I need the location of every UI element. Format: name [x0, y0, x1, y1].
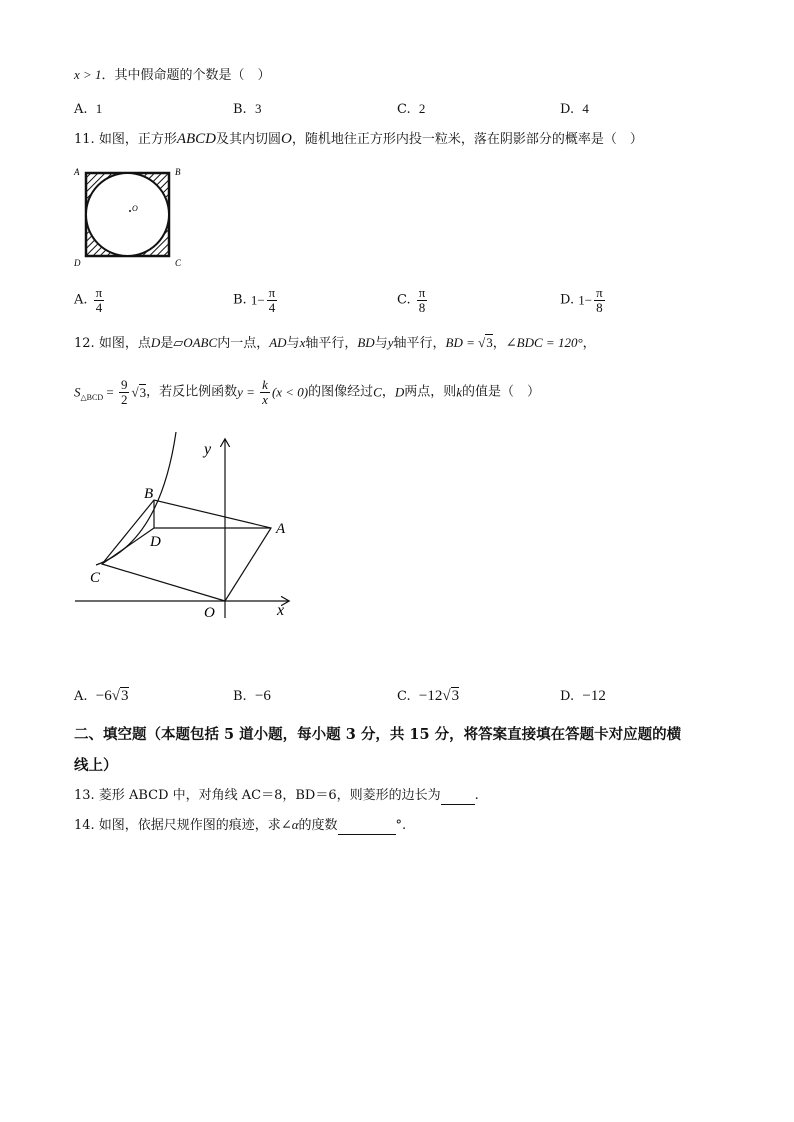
q10-option-a[interactable]: [74, 101, 102, 118]
option-label: C.: [397, 689, 411, 704]
function-lhs: y =: [237, 384, 259, 400]
segment-ad: AD: [269, 335, 287, 350]
q10-option-c[interactable]: [397, 101, 425, 118]
label-b: B: [175, 167, 181, 177]
option-coefficient: −6: [254, 688, 271, 704]
label-d: D: [74, 258, 81, 268]
label-a: A: [276, 521, 286, 537]
option-label: B.: [233, 292, 247, 308]
function-denominator: x: [262, 392, 268, 407]
option-coefficient: −12: [582, 688, 606, 704]
option-label: A.: [74, 102, 88, 117]
option-label: C.: [397, 102, 411, 117]
stem-text: ，: [492, 336, 506, 351]
label-d: D: [150, 534, 161, 550]
q10-question-text: ．其中假命题的个数是（ ）: [101, 68, 271, 83]
inscribed-circle: [86, 173, 169, 256]
section2-heading-line1: 二、填空题（本题包括 5 道小题，每小题 3 分，共 15 分，将答案直接填在答题卡对应题的横: [74, 726, 682, 743]
section2-heading-line2: 线上）: [74, 757, 118, 774]
q12-option-c[interactable]: C. −12√3: [397, 688, 460, 704]
option-radicand: 3: [451, 688, 460, 704]
option-prefix: 1−: [250, 292, 265, 308]
point-d: D: [394, 384, 405, 400]
q13-text: 13. 菱形 ABCD 中，对角线 AC＝8，BD＝6，则菱形的边长为: [74, 788, 441, 803]
option-prefix: 1−: [578, 292, 593, 308]
option-radicand: 3: [121, 688, 129, 704]
option-label: A.: [74, 689, 88, 704]
stem-text: 轴平行，: [393, 336, 446, 351]
stem-text: ，随机地往正方形内投一粒米，落在阴影部分的概率是（ ）: [291, 132, 643, 147]
stem-text: 及其内切圆: [216, 132, 282, 147]
q13-answer-blank[interactable]: [441, 788, 475, 805]
area-denominator: 2: [120, 392, 128, 407]
option-label: A.: [74, 292, 88, 308]
q13-end: .: [474, 788, 479, 803]
function-domain: (x < 0): [271, 384, 309, 400]
option-label: D.: [560, 292, 575, 308]
q10-option-d[interactable]: [560, 101, 589, 118]
option-numerator: π: [418, 285, 426, 300]
label-o: O: [204, 605, 215, 621]
center-point: [129, 210, 131, 212]
circle-name: O: [281, 131, 292, 147]
q11-option-c[interactable]: [397, 286, 429, 315]
q13: [74, 788, 479, 805]
axis-x: x: [299, 335, 306, 350]
option-label: C.: [397, 292, 411, 308]
option-denominator: 8: [594, 300, 605, 315]
stem-text: 内一点，: [217, 336, 270, 351]
point-d: D: [150, 335, 161, 350]
label-o: O: [132, 204, 138, 213]
q12-figure: [70, 432, 310, 627]
radicand: 3: [139, 384, 147, 400]
angle-alpha: ∠α: [280, 817, 299, 832]
option-label: B.: [233, 689, 247, 704]
function-numerator: k: [262, 377, 268, 392]
stem-text: 的值是（ ）: [462, 384, 541, 400]
q10-option-b[interactable]: [233, 101, 261, 118]
q11-option-d[interactable]: [560, 286, 607, 315]
q12-stem-line1: 12. 如图，点D是▱OABC内一点，AD与x轴平行，BD与y轴平行，BD = √3，∠BDC = 120°，: [74, 335, 596, 351]
equals: =: [103, 384, 117, 400]
option-coefficient: −6: [95, 688, 112, 704]
label-y: y: [204, 441, 212, 458]
stem-text: ，: [582, 336, 596, 351]
option-label: B.: [233, 102, 247, 117]
option-value: 1: [95, 101, 103, 116]
q14-answer-blank[interactable]: [338, 818, 396, 835]
stem-text: 的图像经过: [308, 384, 374, 400]
q12-option-d[interactable]: [560, 688, 606, 705]
constant-k: k: [456, 384, 463, 400]
q11-option-a[interactable]: [74, 286, 106, 315]
option-value: 3: [254, 101, 262, 116]
q10-stem-tail: [74, 67, 271, 84]
label-b: B: [144, 486, 154, 502]
q10-condition: x > 1: [74, 67, 102, 82]
q12-option-a[interactable]: A. −6√3: [74, 688, 129, 704]
option-denominator: 4: [267, 300, 278, 315]
label-c: C: [175, 258, 182, 268]
square-name: ABCD: [176, 131, 216, 147]
axis-y: y: [387, 335, 394, 350]
stem-text: 是: [160, 336, 174, 351]
hyperbola: [96, 432, 176, 565]
stem-text: ，若反比例函数: [146, 384, 238, 400]
stem-text: 轴平行，: [305, 336, 358, 351]
q12-stem-line2: $S_{\triangle BCD}$ = $\frac{9}{2}$ √3，若反比例函数y = $\frac{k}{x}$ (x < 0)的图像经过C，D两点，则k的值是（ ）: [74, 377, 541, 407]
q11-figure: [70, 165, 190, 270]
parallelogram-oabc: [102, 500, 271, 601]
stem-text: ，: [381, 384, 395, 400]
option-value: 4: [582, 101, 589, 116]
q12-option-b[interactable]: [233, 688, 271, 705]
option-numerator: π: [596, 285, 603, 300]
option-label: D.: [560, 102, 575, 117]
q11-stem: [74, 131, 643, 148]
area-subscript: △BCD: [80, 393, 104, 402]
q14-text: 的度数: [298, 818, 338, 833]
stem-text: 如图，点: [98, 336, 151, 351]
stem-text: 如图，正方形: [98, 132, 177, 147]
option-label: D.: [560, 689, 575, 704]
stem-text: 与: [286, 336, 300, 351]
radicand: 3: [486, 335, 493, 350]
option-denominator: 8: [417, 300, 428, 315]
stem-text: 两点，则: [404, 384, 457, 400]
area-symbol: S: [74, 384, 81, 400]
q14-text: 14. 如图，依据尺规作图的痕迹，求: [74, 818, 281, 833]
bd-equation: BD =: [445, 335, 479, 350]
point-c: C: [373, 384, 382, 400]
stem-text: 与: [374, 336, 388, 351]
angle-bdc: ∠BDC = 120°: [505, 335, 583, 350]
label-x: x: [277, 602, 285, 619]
option-coefficient: −12: [418, 688, 443, 704]
q11-option-b[interactable]: [233, 286, 279, 315]
q14-end: °.: [395, 818, 407, 833]
option-value: 2: [418, 101, 426, 116]
area-numerator: 9: [120, 377, 128, 392]
label-a: A: [74, 167, 80, 177]
option-numerator: π: [95, 285, 103, 300]
parallelogram-name: ▱OABC: [173, 335, 218, 350]
question-number: 11.: [74, 132, 99, 147]
q14: [74, 817, 406, 835]
option-denominator: 4: [94, 300, 105, 315]
label-c: C: [90, 570, 101, 586]
question-number: 12.: [74, 336, 99, 351]
segment-bd: BD: [357, 335, 375, 350]
option-numerator: π: [268, 285, 276, 300]
